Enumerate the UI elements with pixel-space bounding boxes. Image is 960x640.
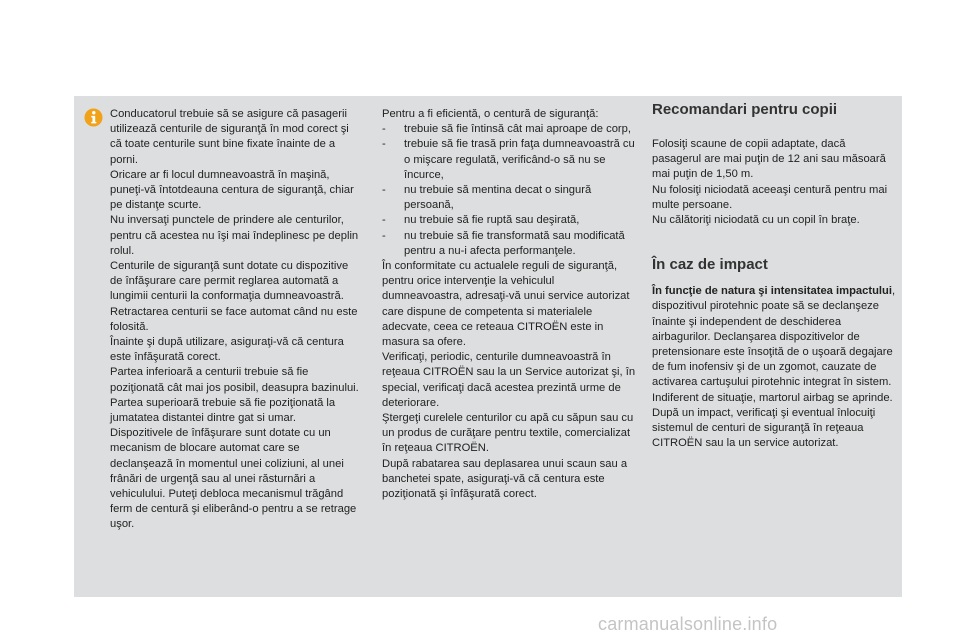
- paragraph: Folosiţi scaune de copii adaptate, dacă pasagerul are mai puţin de 12 ani sau măsoară mai puţin de 1,50 m.: [652, 138, 886, 181]
- paragraph: Dispozitivele de înfăşurare sunt dotate cu un mecanism de blocare automat care se declanşează în momentul unei coliziuni, al unei frânări de urgenţă sau al unei răsturnări a vehiculului. Puteţi debloca mecanismul trăgând ferm de centură şi eliberând-o pentru a se retrage uşor.: [110, 427, 357, 531]
- list-item: - trebuie să fie întinsă cât mai aproape de corp,: [382, 122, 637, 137]
- paragraph: Nu folosiţi niciodată aceeaşi centură pentru mai multe persoane.: [652, 183, 888, 211]
- paragraph: Indiferent de situaţie, martorul airbag se aprinde.: [652, 391, 893, 404]
- spacer: [652, 228, 897, 255]
- paragraph: După un impact, verificaţi şi eventual înlocuiţi sistemul de centuri de siguranţă în reţeaua CITROËN sau la un service autorizat.: [652, 406, 876, 450]
- impact-paragraph: [652, 284, 897, 390]
- paragraph: Conducatorul trebuie să se asigure că pasagerii utilizează centurile de siguranţă în mod corect şi că toate centurile sunt bine fixate înainte de a porni.: [110, 108, 349, 166]
- paragraph: Partea superioară trebuie să fie poziţionată la jumatatea distantei dintre gat si umar.: [110, 396, 336, 425]
- paragraph: În conformitate cu actualele reguli de siguranţă, pentru orice intervenţie la vehiculul dumneavoastra, adresaţi-vă unui service autorizat care dispune de competenta si materialele adecvate, ceea ce reteaua CITROËN este in masura sa ofere.: [382, 260, 630, 349]
- list-item: - nu trebuie să mentina decat o singură persoană,: [382, 183, 637, 213]
- info-icon: [84, 108, 103, 127]
- paragraph: Înainte şi după utilizare, asiguraţi-vă că centura este înfăşurată corect.: [110, 336, 344, 364]
- requirements-list: [382, 122, 637, 259]
- paragraph: După rabatarea sau deplasarea unui scaun sau a banchetei spate, asiguraţi-vă că centura este poziţionată şi înfăşurată corect.: [382, 457, 628, 501]
- paragraph: Verificaţi, periodic, centurile dumneavoastră în reţeaua CITROËN sau la un Service autorizat şi, în special, verificaţi dacă acestea prezintă urme de deteriorare.: [382, 351, 636, 409]
- column-children-impact: [652, 100, 897, 451]
- impact-bold-text: În funcţie de natura şi intensitatea impactului: [652, 285, 892, 298]
- intro-text: Pentru a fi eficientă, o centură de siguranţă:: [382, 108, 599, 120]
- column-seatbelt-efficiency: [382, 107, 637, 502]
- watermark: carmanualsonline.info: [598, 614, 778, 634]
- paragraph: Nu călătoriţi niciodată cu un copil în braţe.: [652, 214, 860, 227]
- column-seatbelt-usage: [110, 107, 362, 533]
- paragraph: Nu inversaţi punctele de prindere ale centurilor, pentru că acestea nu îşi mai îndeplinesc pe deplin rolul.: [110, 214, 359, 257]
- list-item: - trebuie să fie trasă prin faţa dumneavoastră cu o mişcare regulată, verificând-o să nu se încurce,: [382, 137, 637, 183]
- impact-text: , dispozitivul pirotehnic poate să se declanşeze înainte şi independent de deschiderea airbagurilor. Declanşarea dispozitivelor de pretensionare este însoţită de o uşoară degajare de fum inofensiv şi de un zgomot, cauzate de activarea cartuşului pirotehnic integrat în sistem.: [652, 285, 896, 389]
- heading-child-recommendations: Recomandari pentru copii: [652, 101, 838, 118]
- list-item: - nu trebuie să fie ruptă sau deşirată,: [382, 213, 637, 228]
- paragraph: Centurile de siguranţă sunt dotate cu dispozitive de înfăşurare care permit reglarea automată a lungimii centurii la conformaţia dumneavoastră. Retractarea centurii se face automat când nu este folosită.: [110, 260, 358, 333]
- paragraph: Ştergeţi curelele centurilor cu apă cu săpun sau cu un produs de curăţare pentru textile, comercializat în reţeaua CITROËN.: [382, 412, 634, 455]
- list-item: - nu trebuie să fie transformată sau modificată pentru a nu-i afecta performanţele.: [382, 229, 637, 259]
- heading-impact: În caz de impact: [652, 256, 768, 274]
- paragraph: Oricare ar fi locul dumneavoastră în maşină, puneţi-vă întotdeauna centura de siguranţă, chiar pe distanţe scurte.: [110, 168, 354, 212]
- paragraph: Partea inferioară a centurii trebuie să fie poziţionată cât mai jos posibil, deasupra bazinului.: [110, 366, 359, 394]
